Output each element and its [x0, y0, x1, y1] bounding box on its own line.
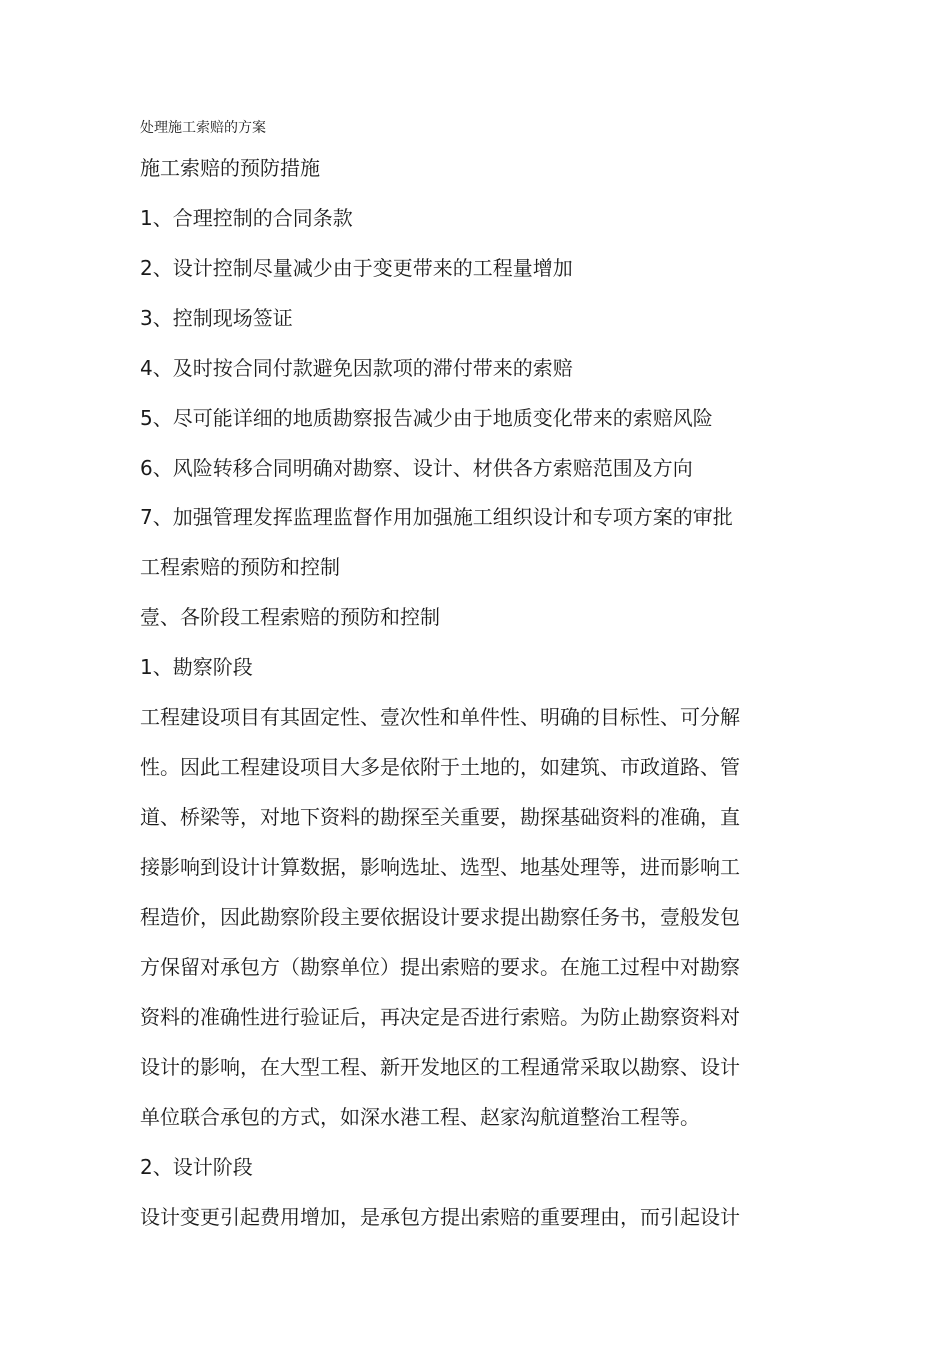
paragraph-line: 方保留对承包方（勘察单位）提出索赔的要求。在施工过程中对勘察 [140, 955, 740, 979]
measure-item-3: 3、控制现场签证 [140, 306, 293, 330]
paragraph-line: 单位联合承包的方式，如深水港工程、赵家沟航道整治工程等。 [140, 1105, 700, 1129]
paragraph-line: 性。因此工程建设项目大多是依附于土地的，如建筑、市政道路、管 [140, 755, 740, 779]
paragraph-line: 接影响到设计计算数据，影响选址、选型、地基处理等，进而影响工 [140, 855, 740, 879]
paragraph-line: 设计变更引起费用增加，是承包方提出索赔的重要理由，而引起设计 [140, 1205, 740, 1229]
section-heading-claim-control: 工程索赔的预防和控制 [140, 555, 340, 579]
stage-design-paragraph [140, 1192, 780, 1242]
paragraph-line: 工程建设项目有其固定性、壹次性和单件性、明确的目标性、可分解 [140, 705, 740, 729]
measure-item-2: 2、设计控制尽量减少由于变更带来的工程量增加 [140, 256, 573, 280]
stage-heading-design: 2、设计阶段 [140, 1155, 253, 1179]
stage-survey-paragraph [140, 692, 780, 1142]
paragraph-line: 设计的影响，在大型工程、新开发地区的工程通常采取以勘察、设计 [140, 1055, 740, 1079]
paragraph-line: 资料的准确性进行验证后，再决定是否进行索赔。为防止勘察资料对 [140, 1005, 740, 1029]
paragraph-line: 道、桥梁等，对地下资料的勘探至关重要，勘探基础资料的准确，直 [140, 805, 740, 829]
measure-item-6: 6、风险转移合同明确对勘察、设计、材供各方索赔范围及方向 [140, 456, 693, 480]
measure-item-5: 5、尽可能详细的地质勘察报告减少由于地质变化带来的索赔风险 [140, 406, 713, 430]
measure-item-1: 1、合理控制的合同条款 [140, 206, 353, 230]
section-heading-prevention-measures: 施工索赔的预防措施 [140, 156, 320, 180]
measure-item-4: 4、及时按合同付款避免因款项的滞付带来的索赔 [140, 356, 573, 380]
measure-item-7: 7、加强管理发挥监理监督作用加强施工组织设计和专项方案的审批 [140, 505, 733, 529]
subsection-heading-stages: 壹、各阶段工程索赔的预防和控制 [140, 605, 440, 629]
stage-heading-survey: 1、勘察阶段 [140, 655, 253, 679]
paragraph-line: 程造价，因此勘察阶段主要依据设计要求提出勘察任务书，壹般发包 [140, 905, 740, 929]
document-header-title: 处理施工索赔的方案 [140, 120, 266, 136]
